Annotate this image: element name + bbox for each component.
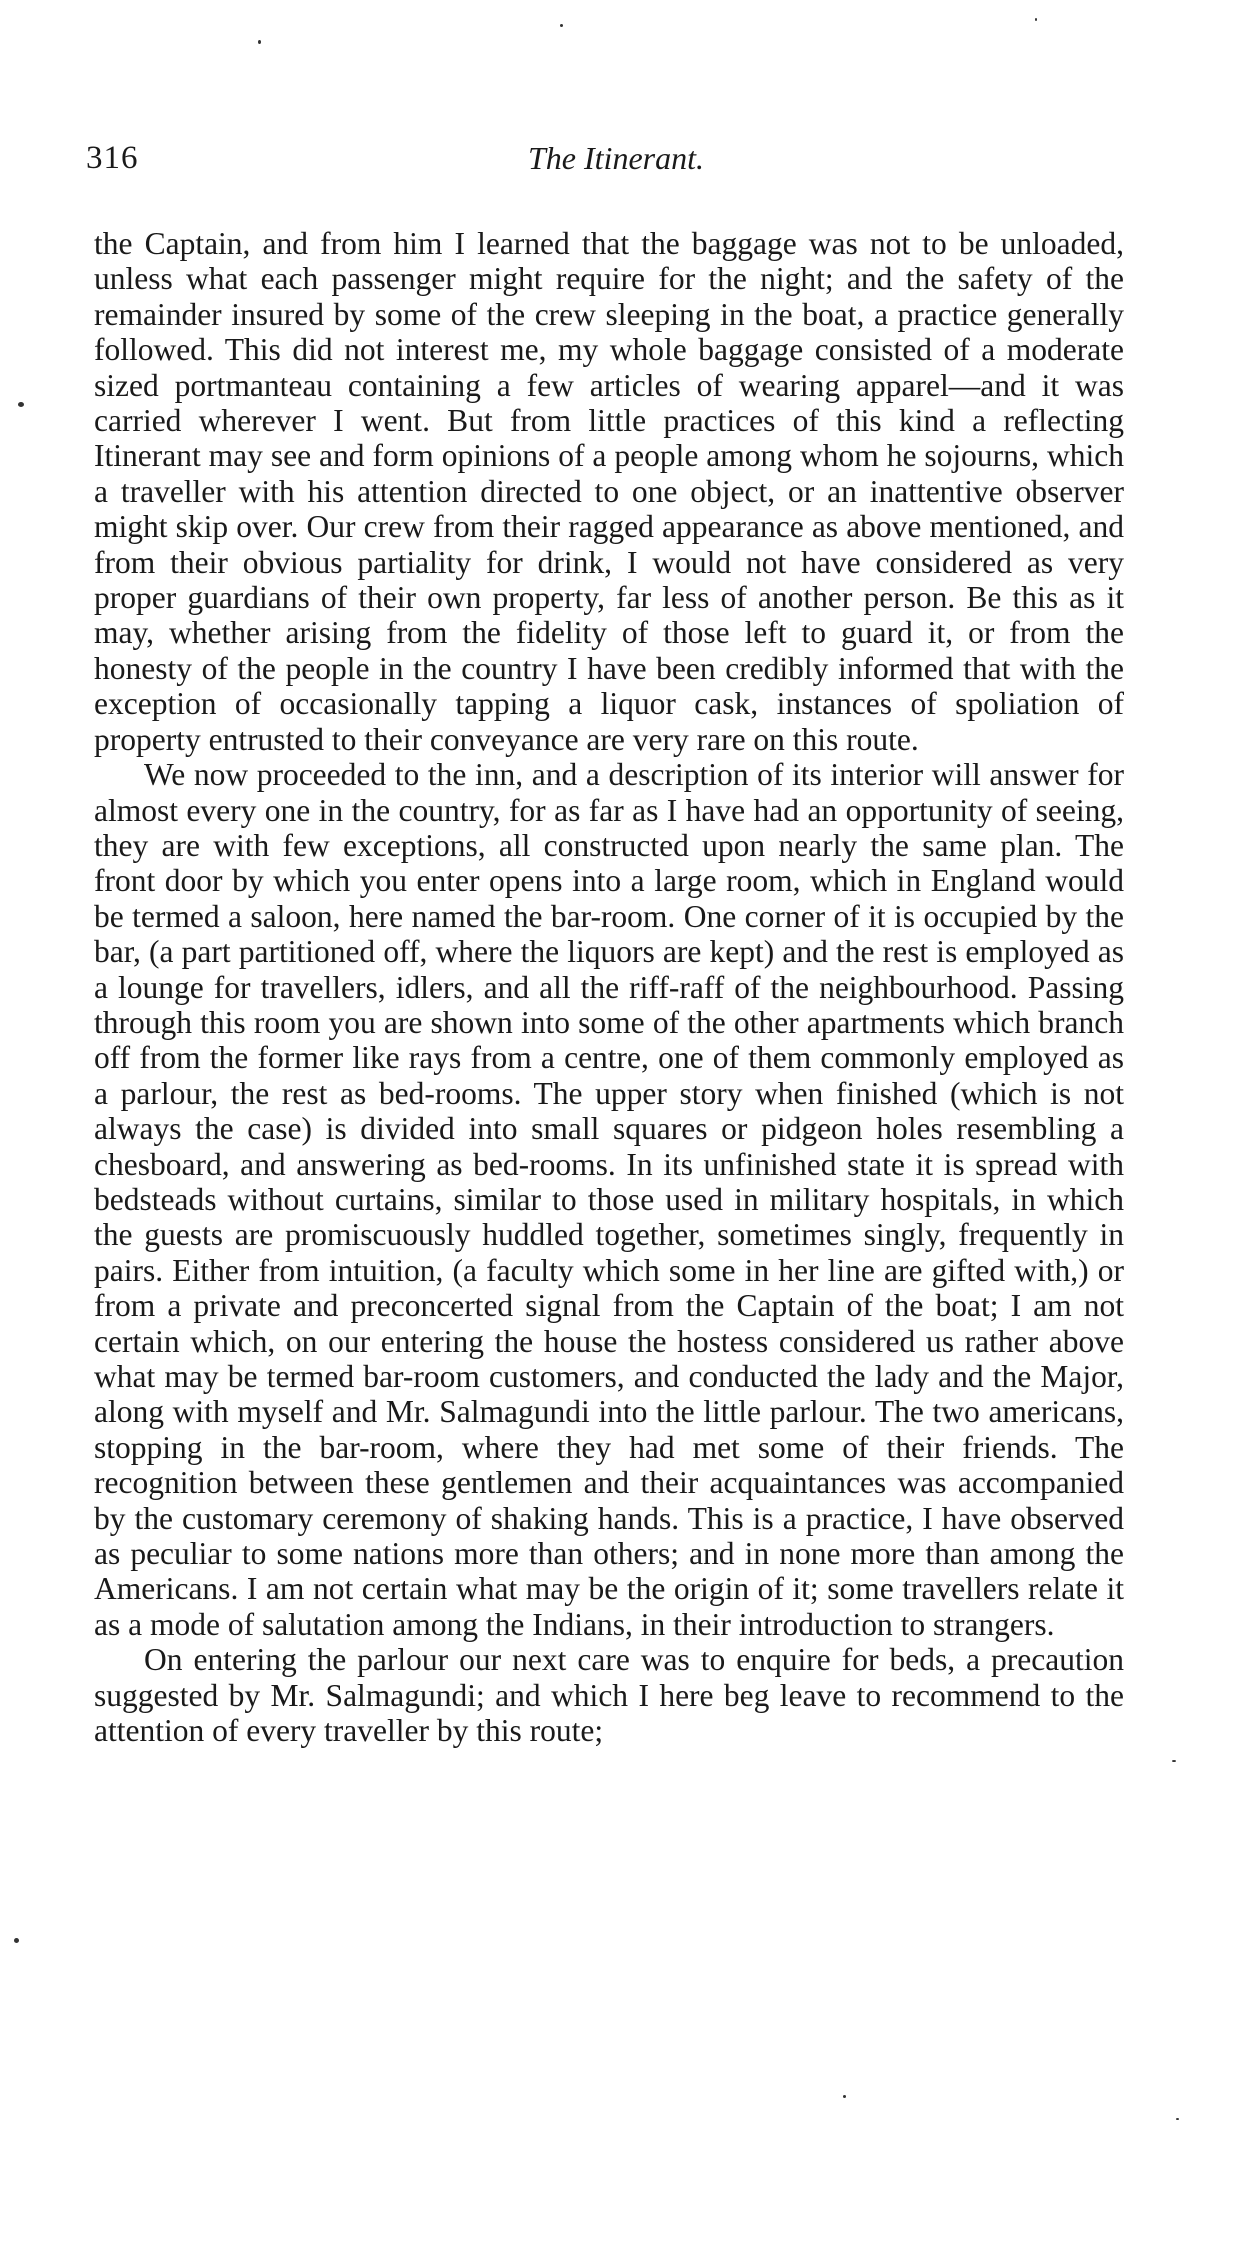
running-title: The Itinerant. <box>528 140 704 176</box>
page-number: 316 <box>86 140 139 176</box>
paragraph-parlour: On entering the parlour our next care was to enquire for beds, a precaution suggested by Mr. Salmagundi; and which I here beg leave to recommend to the attention of every traveller by this route; <box>94 1642 1124 1749</box>
scan-speck <box>843 2095 846 2098</box>
scan-speck <box>560 24 563 27</box>
scan-speck <box>18 402 24 407</box>
scan-speck <box>1176 2118 1179 2120</box>
paragraph-continued: the Captain, and from him I learned that the baggage was not to be unloaded, unless what each passenger might require for the night; and the safety of the remainder insured by some of the crew sleeping in the boat, a practice generally followed. This did not interest me, my whole baggage consisted of a moderate sized portmanteau containing a few articles of wearing apparel—and it was carried wherever I went. But from little practices of this kind a reflecting Itinerant may see and form opinions of a people among whom he sojourns, which a traveller with his attention directed to one object, or an inattentive observer might skip over. Our crew from their ragged appearance as above mentioned, and from their obvious partiality for drink, I would not have considered as very proper guardians of their own property, far less of another person. Be this as it may, whether arising from the fidelity of those left to guard it, or from the honesty of the people in the country I have been credibly informed that with the exception of occasionally tapping a liquor cask, instances of spoliation of property entrusted to their conveyance are very rare on this route. <box>94 226 1124 757</box>
scan-speck <box>258 40 261 44</box>
running-head <box>86 140 1146 184</box>
scan-speck <box>1172 1760 1176 1762</box>
scan-speck <box>1035 18 1037 21</box>
paragraph-inn-description: We now proceeded to the inn, and a description of its interior will answer for almost every one in the country, for as far as I have had an opportunity of seeing, they are with few exceptions, all constructed upon nearly the same plan. The front door by which you enter opens into a large room, which in England would be termed a saloon, here named the bar-room. One corner of it is occupied by the bar, (a part partitioned off, where the liquors are kept) and the rest is employed as a lounge for travellers, idlers, and all the riff-raff of the neighbourhood. Passing through this room you are shown into some of the other apartments which branch off from the former like rays from a centre, one of them commonly employed as a parlour, the rest as bed-rooms. The upper story when finished (which is not always the case) is divided into small squares or pidgeon holes resembling a chesboard, and answering as bed-rooms. In its unfinished state it is spread with bedsteads without curtains, similar to those used in military hospitals, in which the guests are promiscuously huddled together, sometimes singly, frequently in pairs. Either from intuition, (a faculty which some in her line are gifted with,) or from a private and preconcerted signal from the Captain of the boat; I am not certain which, on our entering the house the hostess considered us rather above what may be termed bar-room customers, and conducted the lady and the Major, along with myself and Mr. Salmagundi into the little parlour. The two americans, stopping in the bar-room, where they had met some of their friends. The recognition between these gentlemen and their acquaintances was accompanied by the customary ceremony of shaking hands. This is a practice, I have observed as peculiar to some nations more than others; and in none more than among the Americans. I am not certain what may be the origin of it; some travellers relate it as a mode of salutation among the Indians, in their introduction to strangers. <box>94 757 1124 1642</box>
scan-speck <box>14 1938 19 1943</box>
body-text <box>94 226 1124 1748</box>
